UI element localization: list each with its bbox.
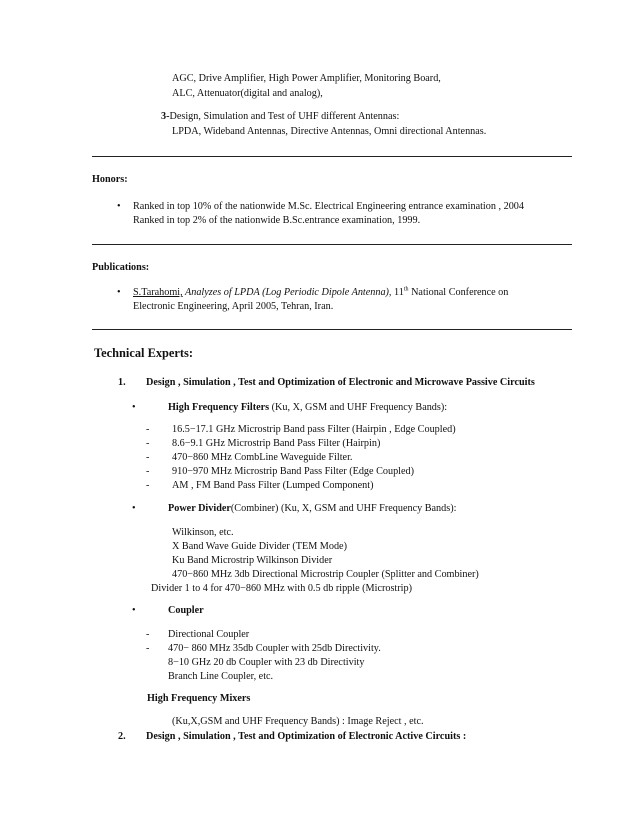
- item-title: High Frequency Mixers: [147, 693, 251, 704]
- text-line: [168, 503, 456, 514]
- dash: -: [146, 452, 150, 463]
- dash: -: [146, 466, 150, 477]
- publication-line: [133, 287, 508, 298]
- list-item: X Band Wave Guide Divider (TEM Mode): [172, 541, 347, 552]
- list-item: Divider 1 to 4 for 470−860 MHz with 0.5 db ripple (Microstrip): [151, 583, 412, 594]
- subsection-title: Design , Simulation , Test and Optimization of Electronic Active Circuits :: [146, 731, 467, 742]
- text-line: AGC, Drive Amplifier, High Power Amplifier, Monitoring Board,: [172, 73, 441, 84]
- text-line: [161, 111, 399, 122]
- list-item: (Ku,X,GSM and UHF Frequency Bands) : Image Reject , etc.: [172, 716, 424, 727]
- text-line: Ranked in top 10% of the nationwide M.Sc. Electrical Engineering entrance examination , 2004: [133, 201, 524, 212]
- bullet: •: [117, 287, 121, 298]
- text-segment: National Conference on: [408, 287, 509, 298]
- list-number: 3-: [161, 111, 170, 122]
- dash: -: [146, 480, 150, 491]
- text-line: ALC, Attenuator(digital and analog),: [172, 88, 323, 99]
- list-item: Wilkinson, etc.: [172, 527, 234, 538]
- list-item: 470−860 MHz 3db Directional Microstrip Coupler (Splitter and Combiner): [172, 569, 479, 580]
- section-heading-technical: Technical Experts:: [94, 346, 194, 360]
- item-title: High Frequency Filters: [168, 402, 270, 413]
- dash: -: [146, 643, 150, 654]
- bullet: •: [132, 605, 136, 616]
- list-item: Branch Line Coupler, etc.: [168, 671, 274, 682]
- section-heading-publications: Publications:: [92, 262, 150, 273]
- bullet: •: [132, 402, 136, 413]
- item-title: Coupler: [168, 605, 204, 616]
- list-item: 910−970 MHz Microstrip Band Pass Filter (Edge Coupled): [172, 466, 415, 477]
- text-segment: Design, Simulation and Test of UHF different Antennas:: [169, 111, 400, 122]
- dash: -: [146, 424, 150, 435]
- subsection-title: Design , Simulation , Test and Optimization of Electronic and Microwave Passive Circuits: [146, 377, 535, 388]
- bullet: •: [132, 503, 136, 514]
- list-item: 8−10 GHz 20 db Coupler with 23 db Directivity: [168, 657, 365, 668]
- list-item: Directional Coupler: [168, 629, 250, 640]
- list-item: AM , FM Band Pass Filter (Lumped Component): [172, 480, 374, 491]
- text-segment: (Combiner) (Ku, X, GSM and UHF Frequency Bands):: [230, 503, 457, 514]
- author: S.Tarahomi,: [133, 287, 183, 298]
- superscript: th: [403, 286, 409, 293]
- list-item: 470− 860 MHz 35db Coupler with 25db Directivity.: [168, 643, 381, 654]
- list-number: 1.: [118, 377, 126, 388]
- list-item: 470−860 MHz CombLine Waveguide Filter.: [172, 452, 353, 463]
- bullet: •: [117, 201, 121, 212]
- divider: [92, 156, 572, 157]
- publication-title: Analyzes of LPDA (Log Periodic Dipole Antenna),: [182, 287, 392, 298]
- item-title: Power Divider: [168, 503, 231, 514]
- list-item: Ku Band Microstrip Wilkinson Divider: [172, 555, 333, 566]
- section-heading-honors: Honors:: [92, 174, 128, 185]
- text-segment: 11: [391, 287, 404, 298]
- text-segment: (Ku, X, GSM and UHF Frequency Bands):: [269, 402, 448, 413]
- dash: -: [146, 629, 150, 640]
- dash: -: [146, 438, 150, 449]
- list-item: 16.5−17.1 GHz Microstrip Band pass Filter (Hairpin , Edge Coupled): [172, 424, 456, 435]
- list-number: 2.: [118, 731, 126, 742]
- text-line: [168, 402, 447, 413]
- list-item: 8.6−9.1 GHz Microstrip Band Pass Filter (Hairpin): [172, 438, 381, 449]
- text-line: LPDA, Wideband Antennas, Directive Antennas, Omni directional Antennas.: [172, 126, 487, 137]
- divider: [92, 244, 572, 245]
- text-line: Electronic Engineering, April 2005, Tehran, Iran.: [133, 301, 334, 312]
- text-line: Ranked in top 2% of the nationwide B.Sc.entrance examination, 1999.: [133, 215, 421, 226]
- divider: [92, 329, 572, 330]
